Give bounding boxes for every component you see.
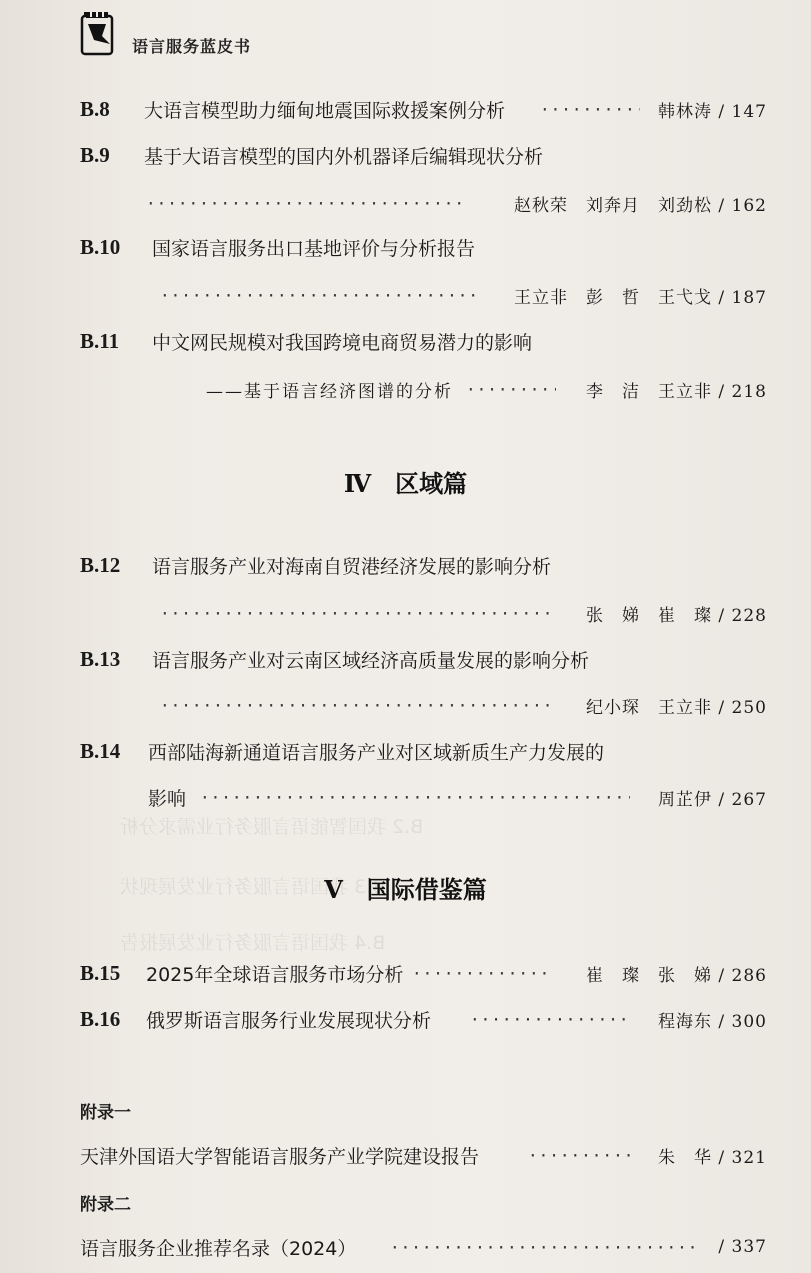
entry-author-page: 韩林涛 / 147 [658, 101, 767, 122]
leader-dots [412, 964, 552, 983]
entry-author-page: 张 娣 崔 璨 / 228 [586, 605, 767, 626]
entry-title: 语言服务产业对云南区域经济高质量发展的影响分析 [152, 649, 590, 672]
entry-title: 俄罗斯语言服务行业发展现状分析 [146, 1009, 432, 1032]
toc-entry-continuation [0, 278, 811, 312]
bleed-through-text: B.2 我国智能语言服务行业需求分析 [120, 816, 424, 838]
entry-code: B.15 [80, 960, 121, 985]
entry-code: B.16 [80, 1006, 121, 1031]
entry-title: 基于大语言模型的国内外机器译后编辑现状分析 [144, 145, 544, 168]
toc-entry[interactable] [0, 642, 811, 676]
entry-author-page: 周芷伊 / 267 [658, 789, 767, 810]
leader-dots [200, 788, 630, 807]
leader-dots [466, 380, 556, 399]
entry-code: B.9 [80, 142, 110, 167]
entry-title: 语言服务企业推荐名录（2024） [80, 1237, 357, 1260]
toc-entry-continuation [0, 186, 811, 220]
bleed-through-text: B.4 我国语言服务行业发展报告 [120, 932, 386, 954]
toc-entry[interactable] [0, 92, 811, 126]
entry-title: 中文网民规模对我国跨境电商贸易潜力的影响 [152, 331, 533, 354]
entry-author-page: 纪小琛 王立非 / 250 [586, 697, 767, 718]
entry-code: B.10 [80, 234, 121, 259]
toc-entry[interactable] [0, 956, 811, 990]
appendix-label: 附录一 [80, 1103, 131, 1123]
entry-author-page: 李 洁 王立非 / 218 [586, 381, 767, 402]
leader-dots [160, 604, 550, 623]
toc-entry[interactable] [0, 324, 811, 358]
entry-code: B.13 [80, 646, 121, 671]
series-title: 语言服务蓝皮书 [132, 37, 252, 56]
entry-author-page: / 337 [718, 1237, 767, 1257]
entry-code: B.11 [80, 328, 120, 353]
section-heading: Ⅳ 区域篇 [343, 469, 468, 498]
leader-dots [160, 696, 550, 715]
toc-entry[interactable] [0, 1230, 811, 1264]
entry-author-page: 赵秋荣 刘奔月 刘劲松 / 162 [514, 195, 767, 216]
entry-code: B.12 [80, 552, 121, 577]
leader-dots [528, 1146, 638, 1165]
toc-entry[interactable] [0, 548, 811, 582]
toc-entry[interactable] [0, 1138, 811, 1172]
toc-entry[interactable] [0, 138, 811, 172]
toc-entry-continuation [0, 688, 811, 722]
entry-code: B.8 [80, 96, 110, 121]
toc-entry[interactable] [0, 230, 811, 264]
toc-entry[interactable] [0, 734, 811, 768]
leader-dots [160, 286, 480, 305]
entry-code: B.14 [80, 738, 121, 763]
entry-author-page: 程海东 / 300 [658, 1011, 767, 1032]
entry-title: 大语言模型助力缅甸地震国际救援案例分析 [144, 99, 506, 122]
book-series-logo-icon [80, 12, 120, 58]
entry-author-page: 王立非 彭 哲 王弋戈 / 187 [514, 287, 767, 308]
toc-entry-continuation [0, 596, 811, 630]
entry-title: 语言服务产业对海南自贸港经济发展的影响分析 [152, 555, 552, 578]
entry-title: 2025年全球语言服务市场分析 [146, 963, 404, 986]
entry-title: 国家语言服务出口基地评价与分析报告 [152, 237, 476, 260]
leader-dots [470, 1010, 630, 1029]
toc-entry-continuation [0, 372, 811, 406]
entry-subtitle: ——基于语言经济图谱的分析 [206, 381, 453, 402]
bleed-through-text: B.3 我国语言服务行业发展现状 [120, 876, 386, 898]
leader-dots [390, 1238, 702, 1257]
toc-entry-continuation [0, 780, 811, 814]
entry-title: 西部陆海新通道语言服务产业对区域新质生产力发展的 [148, 741, 605, 764]
leader-dots [146, 194, 466, 213]
page-header [80, 12, 380, 60]
entry-author-page: 朱 华 / 321 [658, 1147, 767, 1168]
entry-author-page: 崔 璨 张 娣 / 286 [586, 965, 767, 986]
section-heading: Ⅴ 国际借鉴篇 [324, 875, 487, 904]
entry-title: 天津外国语大学智能语言服务产业学院建设报告 [80, 1145, 480, 1168]
toc-entry[interactable] [0, 1002, 811, 1036]
leader-dots [540, 100, 640, 119]
entry-title-continuation: 影响 [148, 787, 187, 810]
appendix-label: 附录二 [80, 1195, 131, 1215]
